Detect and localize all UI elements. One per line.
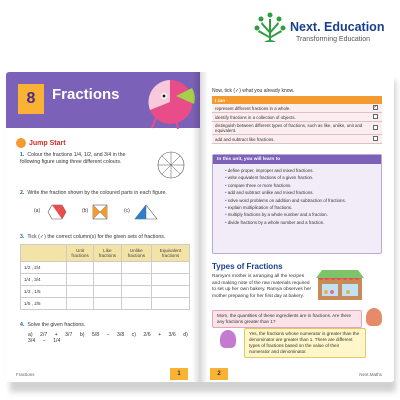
checklist-header: I can — [212, 96, 370, 104]
table-row: 1/3 , 1/5 — [21, 286, 190, 298]
right-page — [200, 72, 394, 382]
question-1: 1. Colour the fractions 1/4, 1/2, and 3/4 in the following figure using three different colours. — [20, 152, 126, 165]
chapter-banner — [6, 72, 200, 128]
list-item: • compare three or more fractions. — [225, 182, 375, 189]
learning-objectives-header: In this unit, you will learn to — [213, 155, 381, 164]
triangle-figure-icon — [134, 204, 160, 220]
checklist-item: identify fractions in a collection of objects. — [212, 113, 382, 122]
list-item: • define proper, improper and mixed fractions. — [225, 167, 375, 174]
table-row: 1/4 , 3/4 — [21, 274, 190, 286]
table-row: 1/5 , 2/5 — [21, 298, 190, 310]
i-can-checklist — [212, 96, 382, 144]
checkbox[interactable] — [373, 105, 378, 110]
footer-series-label: Next.Maths — [359, 372, 382, 377]
book-spine — [192, 72, 208, 382]
footer-chapter-label: Fractions — [16, 372, 35, 377]
checkbox[interactable] — [373, 136, 378, 141]
fraction-shapes: (a) (b) (c) — [34, 204, 164, 222]
circle-figure-icon — [156, 150, 186, 180]
brand-header — [252, 8, 398, 48]
table-header: Unlike fractions — [121, 245, 152, 262]
list-item: • explain multiplication of fractions. — [225, 204, 375, 211]
intro-text: Now, tick (✓) what you already know. — [212, 88, 295, 94]
section-title: Types of Fractions — [212, 262, 283, 271]
list-item: • divide fractions by a whole number and a fraction. — [225, 219, 375, 226]
brand-name: Next. Education — [290, 20, 385, 34]
table-header: Equivalent fractions — [152, 245, 190, 262]
solve-items: a) 2/7 + 3/7 b) 5/8 − 3/8 c) 2/6 + 3/6 d) 3/4 − 1/4 — [28, 332, 188, 344]
tree-of-people-icon — [252, 10, 288, 46]
list-item: • multiply fractions by a whole number and a fraction. — [225, 211, 375, 218]
learning-objectives-box — [212, 154, 382, 254]
chapter-title: Fractions — [52, 86, 120, 103]
brand-tagline: Transforming Education — [296, 36, 371, 43]
table-header: Like fractions — [94, 245, 121, 262]
table-header — [21, 245, 67, 262]
table-header: Unit fractions — [67, 245, 94, 262]
left-page — [6, 72, 200, 382]
child-avatar — [366, 308, 382, 326]
square-figure-icon — [92, 204, 114, 220]
checkbox[interactable] — [373, 114, 378, 119]
checklist-item: represent different fractions in a whole. ✓ — [212, 104, 382, 113]
speech-bubble-mother: Yes, the fractions whose numerator is greater than the denominator are greater than 1. There are different types of fractions based on the value of their numerator and denominator. — [244, 328, 366, 358]
learning-objectives-list — [213, 164, 381, 226]
list-item: • solve word problems on addition and subtraction of fractions. — [225, 197, 375, 204]
checklist-item: distinguish between different types of fractions, such as like, unlike, unit and equivalent. — [212, 122, 382, 135]
checklist-item: add and subtract like fractions. — [212, 135, 382, 144]
question-4: 4. Solve the given fractions. — [20, 322, 86, 328]
section-text: Ramya's mother is arranging all the recipes and making note of the raw materials required to set up her own bakery. Ramya observes her mother preparing for her first day at bakery. — [212, 274, 312, 299]
page-number: 1 — [170, 368, 188, 380]
list-item: • add and subtract unlike and mixed fractions. — [225, 189, 375, 196]
question-3: 3. Tick (✓) the correct column(s) for the given sets of fractions. — [20, 234, 166, 240]
question-2: 2. Write the fraction shown by the coloured parts in each figure. — [20, 190, 167, 196]
right-page-footer — [200, 366, 394, 382]
bakery-illustration — [316, 268, 364, 302]
page-number: 2 — [210, 368, 228, 380]
list-item: • write equivalent fractions of a given fraction. — [225, 174, 375, 181]
mother-avatar — [220, 330, 236, 348]
jump-start-icon — [16, 138, 26, 148]
table-row: 1/2 , 2/4 — [21, 262, 190, 274]
jump-start-label: Jump Start — [16, 138, 66, 148]
pie-character-illustration — [142, 74, 198, 130]
hexagon-figure-icon — [44, 204, 70, 220]
open-textbook — [6, 72, 394, 390]
checkbox[interactable] — [373, 125, 378, 130]
speech-bubble-child: Mom, the quantities of these ingredients are in fractions. Are there any fractions greater than 1? — [212, 310, 362, 328]
chapter-number: 8 — [18, 84, 44, 114]
fraction-type-table — [20, 244, 190, 310]
left-page-footer — [6, 366, 200, 382]
